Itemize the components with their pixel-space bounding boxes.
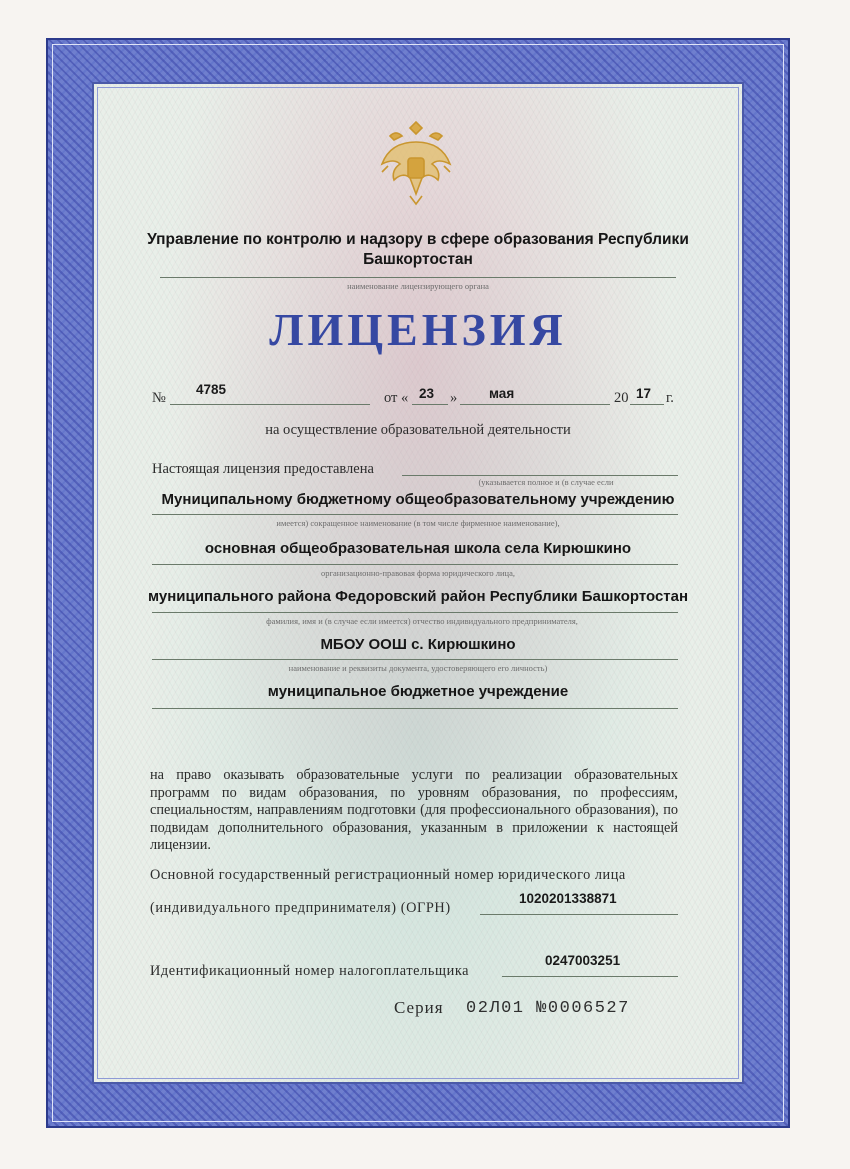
ogrn-label-1: Основной государственный регистрационный номер юридического лица (150, 867, 626, 883)
granted-label: Настоящая лицензия предоставлена (152, 461, 374, 477)
year-prefix: 20 (614, 390, 629, 406)
year-underline (630, 404, 664, 405)
number-underline (170, 404, 370, 405)
ogrn-underline (480, 914, 678, 915)
inn-underline (502, 976, 678, 977)
licensee-line-3-underline (152, 612, 678, 613)
hint-full-name-1: (указывается полное и (в случае если (478, 477, 614, 487)
license-rights-text: на право оказывать образовательные услуги по реализации образовательных программ по видам образования, по уровням образования, по профессиям, специальностям, направлениям подготовки (для профессионального образования), по подвидам дополнительного образования, указанным в приложении к настоящей лицензии. (150, 767, 678, 853)
year-unit: г. (666, 390, 674, 406)
authority-hint: наименование лицензирующего органа (347, 281, 489, 291)
month-underline (460, 404, 610, 405)
purpose-text: на осуществление образовательной деятельности (265, 422, 571, 438)
hint-legal-form: организационно-правовая форма юридического лица, (321, 568, 515, 578)
series-label: Серия (394, 998, 444, 1017)
licensee-short-name: МБОУ ООШ с. Кирюшкино (320, 636, 516, 653)
authority-underline (160, 277, 676, 278)
licensee-line-1: Муниципальному бюджетному общеобразовательному учреждению (161, 491, 675, 508)
coat-of-arms-icon (372, 120, 460, 208)
document-title: ЛИЦЕНЗИЯ (269, 304, 567, 355)
inn-label: Идентификационный номер налогоплательщика (150, 963, 470, 979)
date-quote-close: » (450, 390, 458, 406)
granted-underline (402, 475, 678, 476)
licensee-line-2-underline (152, 564, 678, 565)
licensing-authority-name: Управление по контролю и надзору в сфере образования Республики Башкортостан (147, 231, 689, 268)
date-day: 23 (419, 386, 435, 401)
licensee-type-underline (152, 708, 678, 709)
ogrn-value: 1020201338871 (519, 891, 617, 906)
date-year-suffix: 17 (636, 386, 652, 401)
day-underline (412, 404, 448, 405)
licensee-line-3: муниципального района Федоровский район Республики Башкортостан (147, 588, 689, 605)
date-from-label: от « (384, 390, 409, 406)
license-number: 4785 (196, 382, 227, 397)
ogrn-label-2: (индивидуального предпринимателя) (ОГРН) (150, 900, 451, 916)
hint-document: наименование и реквизиты документа, удостоверяющего его личность) (288, 663, 548, 673)
series-number: 02Л01 №0006527 (466, 999, 630, 1018)
inn-value: 0247003251 (545, 953, 621, 968)
licensee-type: муниципальное бюджетное учреждение (267, 683, 569, 700)
number-label: № (152, 390, 166, 406)
licensee-line-2: основная общеобразовательная школа села Кирюшкино (204, 540, 632, 557)
hint-person-name: фамилия, имя и (в случае если имеется) отчество индивидуального предпринимателя, (266, 616, 578, 626)
licensee-line-1-underline (152, 514, 678, 515)
hint-full-name-2: имеется) сокращенное наименование (в том числе фирменное наименование), (276, 518, 560, 528)
date-month: мая (489, 386, 515, 401)
licensee-short-name-underline (152, 659, 678, 660)
